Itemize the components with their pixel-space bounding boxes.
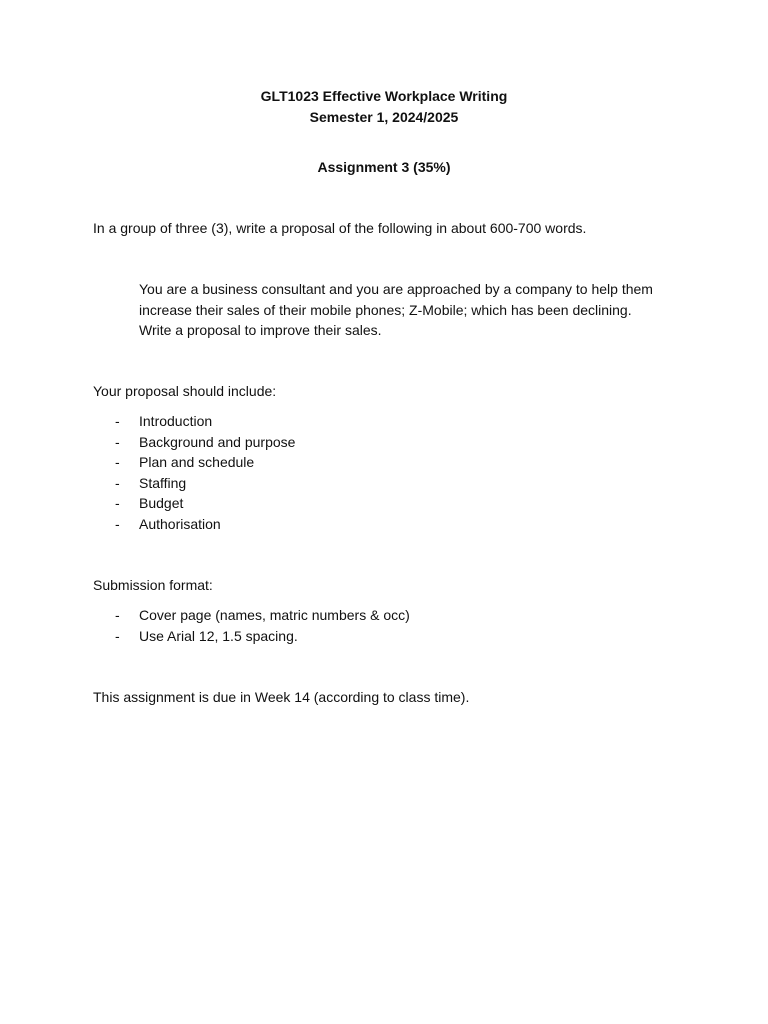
list-item-text: Cover page (names, matric numbers & occ) [139, 607, 410, 623]
scenario-block [139, 279, 684, 341]
scenario-line: increase their sales of their mobile phones; Z-Mobile; which has been declining. [139, 301, 632, 318]
list-item [0, 514, 700, 535]
due-date-note: This assignment is due in Week 14 (according to class time). [93, 689, 470, 705]
bullet-dash: - [115, 433, 120, 450]
list-item [0, 452, 700, 473]
semester-label: Semester 1, 2024/2025 [309, 109, 459, 125]
scenario-line: Write a proposal to improve their sales. [139, 322, 382, 338]
list-item [0, 626, 700, 647]
bullet-dash: - [115, 474, 120, 491]
list-item [0, 411, 700, 432]
bullet-dash: - [115, 495, 120, 511]
bullet-dash: - [115, 515, 120, 532]
list-item-text: Authorisation [139, 515, 221, 532]
bullet-dash: - [115, 413, 120, 429]
list-item [0, 432, 700, 453]
list-item-text: Budget [139, 495, 184, 511]
list-item-text: Plan and schedule [139, 454, 255, 470]
proposal-include-list [0, 411, 700, 534]
bullet-dash: - [115, 627, 120, 644]
intro-paragraph: In a group of three (3), write a proposal of the following in about 600-700 words. [93, 220, 587, 236]
course-title: GLT1023 Effective Workplace Writing [260, 88, 508, 104]
assignment-heading: Assignment 3 (35%) [317, 159, 451, 175]
bullet-dash: - [115, 607, 120, 623]
list-item-text: Introduction [139, 413, 213, 429]
submission-format-label: Submission format: [93, 577, 213, 593]
list-item [0, 493, 700, 514]
list-item-text: Staffing [139, 474, 187, 491]
list-item-text: Use Arial 12, 1.5 spacing. [139, 627, 298, 644]
list-item [0, 605, 700, 626]
submission-format-list [0, 605, 700, 646]
proposal-include-label: Your proposal should include: [93, 383, 277, 399]
bullet-dash: - [115, 454, 120, 470]
scenario-line: You are a business consultant and you are approached by a company to help them [139, 281, 653, 297]
list-item [0, 473, 700, 494]
list-item-text: Background and purpose [139, 433, 296, 450]
